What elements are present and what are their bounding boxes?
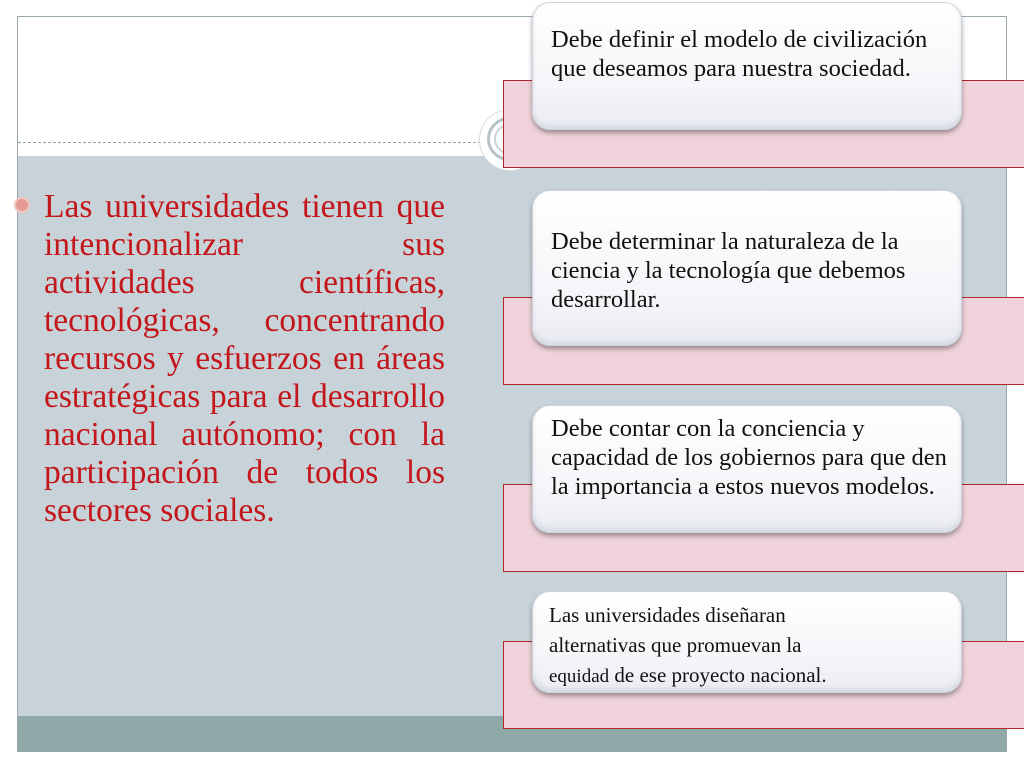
- card-text-line1: Las universidades diseñaran: [549, 603, 786, 627]
- card-civilization-model: [532, 2, 962, 130]
- bullet-dot-icon: [14, 197, 30, 213]
- card-text-line3-rest: de ese proyecto nacional.: [609, 663, 827, 687]
- card-university-alternatives: [532, 591, 962, 693]
- card-text-line3-small: equidad: [549, 666, 610, 687]
- card-text: Debe contar con la conciencia y capacidad de los gobiernos para que den la importancia a estos nuevos modelos.: [551, 415, 947, 500]
- card-text-line2: alternativas que promuevan la: [549, 633, 802, 657]
- card-government-awareness: [532, 405, 962, 533]
- card-text: Debe definir el modelo de civilización que deseamos para nuestra sociedad.: [551, 26, 928, 82]
- card-text: Debe determinar la naturaleza de la ciencia y la tecnología que debemos desarrollar.: [551, 228, 906, 313]
- card-science-technology: [532, 190, 962, 346]
- main-bullet-text: Las universidades tienen que intencionalizar sus actividades científicas, tecnológicas, concentrando recursos y esfuerzos en áreas estratégicas para el desarrollo nacional autónomo; con la participación de todos los sectores sociales.: [44, 188, 445, 529]
